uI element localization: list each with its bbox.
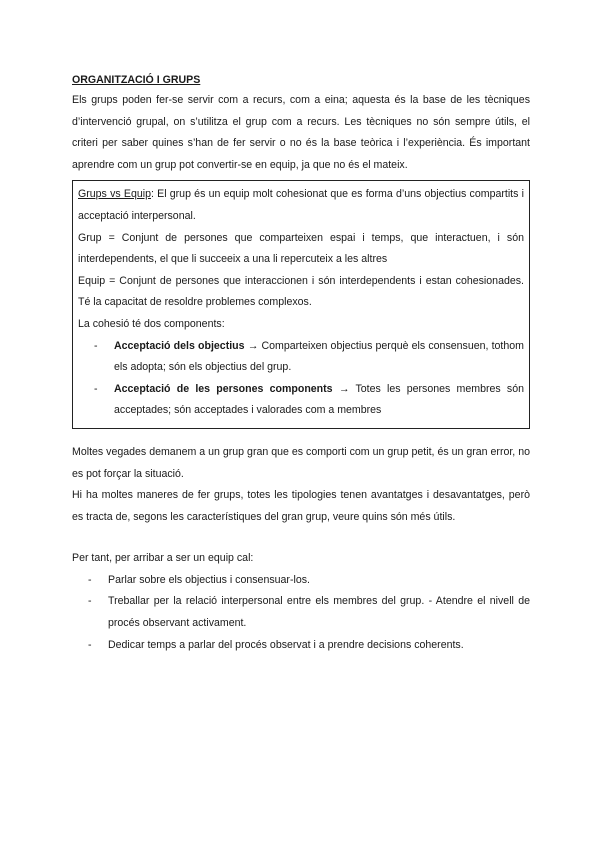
component-term: Acceptació de les persones components [114, 382, 333, 395]
spacer [72, 528, 530, 548]
team-steps-list [72, 570, 530, 656]
arrow-symbol: → [247, 339, 259, 352]
list-item [78, 379, 524, 422]
list-item [72, 591, 530, 634]
list-dash: - [94, 382, 98, 395]
list-dash: - [88, 595, 92, 608]
groups-vs-team-text: : El grup és un equip molt cohesionat que es forma d’uns objectius compartits i acceptació interpersonal. [78, 188, 524, 222]
group-definition: Grup = Conjunt de persones que comparteixen espai i temps, que interactuen, i són interdependents, el que li succeeix a una li repercuteix a les altres [78, 231, 524, 266]
large-group-paragraph: Moltes vegades demanem a un grup gran que es comporti com un grup petit, és un gran error, no es pot forçar la situació. [72, 445, 530, 480]
list-dash: - [88, 638, 92, 651]
list-dash: - [88, 573, 92, 586]
list-item [78, 336, 524, 379]
component-term: Acceptació dels objectius [114, 339, 245, 352]
list-item [72, 635, 530, 657]
intro-paragraph: Els grups poden fer-se servir com a recurs, com a eina; aquesta és la base de les tècniques d’intervenció grupal, on s’utilitza el grup com a recurs. Les tècniques no són sempre útils, el criteri per saber quines s’han de fer servir o no és la base teòrica i l’experiència. És important aprendre com un grup pot convertir-se en equip, ja que no és el mateix. [72, 94, 530, 171]
groups-vs-team-paragraph [78, 184, 524, 227]
step-text: Dedicar temps a parlar del procés observat i a prendre decisions coherents. [108, 638, 464, 651]
group-types-paragraph: Hi ha moltes maneres de fer grups, totes les tipologies tenen avantatges i desavantatges, però es tracta de, segons les característiques del gran grup, veure quins són més útils. [72, 489, 530, 523]
team-steps-intro: Per tant, per arribar a ser un equip cal: [72, 552, 254, 565]
document-page [72, 70, 530, 656]
list-dash: - [94, 339, 98, 352]
arrow-symbol: → [338, 382, 350, 395]
cohesion-components-list [78, 336, 524, 422]
definitions-box [72, 180, 530, 429]
section-heading: ORGANITZACIÓ I GRUPS [72, 74, 201, 86]
step-text: Parlar sobre els objectius i consensuar-los. [108, 573, 310, 586]
cohesion-intro: La cohesió té dos components: [78, 317, 225, 330]
team-definition: Equip = Conjunt de persones que interaccionen i són interdependents i estan cohesionades. Té la capacitat de resoldre problemes complexos. [78, 274, 524, 309]
component-text: Totes les persones membres són acceptades; són acceptades i valorades com a membres [114, 382, 524, 417]
list-item [72, 570, 530, 592]
component-text: Comparteixen objectius perquè els consensuen, tothom els adopta; són els objectius del grup. [114, 339, 524, 374]
step-text: Treballar per la relació interpersonal entre els membres del grup. - Atendre el nivell de procés observant activament. [108, 595, 530, 630]
groups-vs-team-label: Grups vs Equip [78, 188, 151, 201]
spacer [72, 429, 530, 442]
